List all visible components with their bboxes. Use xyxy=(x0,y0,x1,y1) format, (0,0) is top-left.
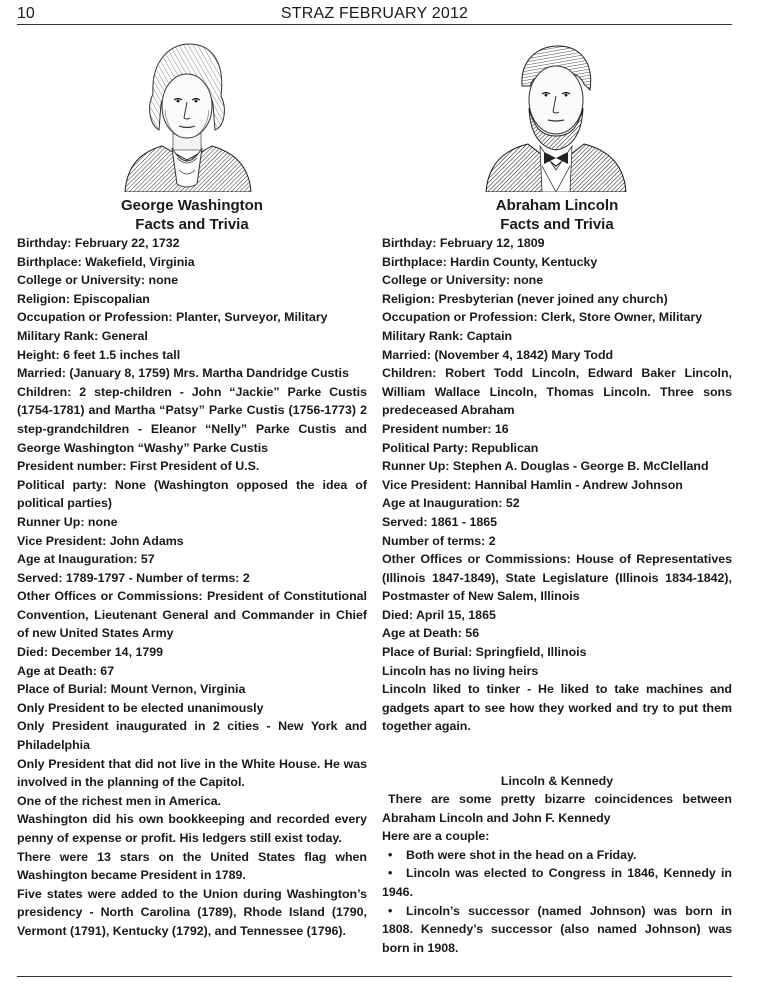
fact-item: Washington did his own bookkeeping and recorded every penny of expense or profit. His ledgers still exist today. xyxy=(17,812,367,845)
fact-item: Children: 2 step-children - John “Jackie” Parke Custis (1754-1781) and Martha “Patsy” Parke Custis (1756-1773) 2 step-grandchildren - Eleanor “Nelly” Parke Custis and George Washington “Washy” Parke Custis xyxy=(17,384,367,455)
lincoln-title-name: Abraham Lincoln xyxy=(495,197,619,214)
fact-item: Vice President: John Adams xyxy=(17,533,184,548)
publication-title: STRAZ FEBRUARY 2012 xyxy=(280,5,469,22)
abraham-lincoln-portrait-icon xyxy=(482,36,630,192)
lincoln-title xyxy=(382,196,732,234)
fact-item: Died: December 14, 1799 xyxy=(17,645,164,660)
fact-item: President number: 16 xyxy=(382,421,509,436)
george-washington-portrait-icon xyxy=(117,34,257,192)
bullet-icon: • xyxy=(388,903,393,918)
fact-item: Religion: Episcopalian xyxy=(17,291,150,306)
fact-item: Runner Up: none xyxy=(17,514,118,529)
fact-item: Political party: None (Washington opposed the idea of political parties) xyxy=(17,477,367,511)
footer-divider xyxy=(17,976,732,977)
washington-title-name: George Washington xyxy=(121,197,263,214)
coincidence-item xyxy=(382,846,732,865)
page-number: 10 xyxy=(17,5,35,22)
fact-item: Military Rank: General xyxy=(17,328,148,343)
fact-item: Served: 1789-1797 - Number of terms: 2 xyxy=(17,570,250,585)
fact-item: Age at Death: 56 xyxy=(382,626,480,641)
fact-item: Place of Burial: Mount Vernon, Virginia xyxy=(17,682,246,697)
coincidence-text: Lincoln’s successor (named Johnson) was born in 1808. Kennedy’s successor (also named Johnson) was born in 1908. xyxy=(382,903,732,955)
fact-item: Age at Death: 67 xyxy=(17,663,115,678)
fact-item: Height: 6 feet 1.5 inches tall xyxy=(17,347,181,362)
washington-title xyxy=(17,196,367,234)
fact-item: Birthplace: Hardin County, Kentucky xyxy=(382,254,598,269)
fact-item: Political Party: Republican xyxy=(382,440,539,455)
fact-item: Other Offices or Commissions: House of Representatives (Illinois 1847-1849), State Legislature (Illinois 1834-1842), Postmaster of New Salem, Illinois xyxy=(382,552,732,604)
bullet-icon: • xyxy=(388,866,393,881)
page-header xyxy=(17,4,732,24)
fact-item: Other Offices or Commissions: President of Constitutional Convention, Lieutenant General and Commander in Chief of new United States Army xyxy=(17,589,367,641)
fact-item: Occupation or Profession: Planter, Surveyor, Military xyxy=(17,310,328,325)
fact-item: College or University: none xyxy=(382,273,544,288)
coincidence-item xyxy=(382,902,732,958)
lincoln-facts-list xyxy=(382,234,732,736)
header-divider xyxy=(17,24,732,25)
lincoln-kennedy-body xyxy=(382,790,732,957)
fact-item: Only President to be elected unanimously xyxy=(17,700,264,715)
coincidence-item xyxy=(382,864,732,901)
fact-item: Served: 1861 - 1865 xyxy=(382,514,498,529)
fact-item: Birthday: February 22, 1732 xyxy=(17,236,180,250)
fact-item: Runner Up: Stephen A. Douglas - George B. McClelland xyxy=(382,459,709,474)
fact-item: Only President that did not live in the White House. He was involved in the planning of the Capitol. xyxy=(17,756,367,790)
fact-item: President number: First President of U.S. xyxy=(17,459,260,474)
lincoln-kennedy-intro: There are some pretty bizarre coincidences between Abraham Lincoln and John F. Kennedy xyxy=(382,792,732,825)
fact-item: Age at Inauguration: 52 xyxy=(382,496,520,511)
lincoln-title-subtitle: Facts and Trivia xyxy=(500,216,614,233)
fact-item: Occupation or Profession: Clerk, Store Owner, Military xyxy=(382,310,703,325)
fact-item: There were 13 stars on the United States flag when Washington became President in 1789. xyxy=(17,849,367,883)
fact-item: Five states were added to the Union during Washington’s presidency - North Carolina (1789), Rhode Island (1790, Vermont (1791), Kentucky (1792), and Tennessee (1796). xyxy=(17,886,367,938)
washington-facts-list xyxy=(17,234,367,941)
fact-item: Children: Robert Todd Lincoln, Edward Baker Lincoln, William Wallace Lincoln, Thomas Lincoln. Three sons predeceased Abraham xyxy=(382,366,732,418)
fact-item: College or University: none xyxy=(17,273,179,288)
bullet-icon: • xyxy=(388,847,393,862)
lincoln-kennedy-lead: Here are a couple: xyxy=(382,829,490,844)
coincidence-text: Both were shot in the head on a Friday. xyxy=(406,847,637,862)
fact-item: Religion: Presbyterian (never joined any church) xyxy=(382,291,668,306)
fact-item: Lincoln has no living heirs xyxy=(382,663,539,678)
fact-item: Only President inaugurated in 2 cities - New York and Philadelphia xyxy=(17,719,367,753)
fact-item: Number of terms: 2 xyxy=(382,533,496,548)
lincoln-kennedy-bullets xyxy=(382,846,732,958)
fact-item: Birthplace: Wakefield, Virginia xyxy=(17,254,195,269)
fact-item: Married: (November 4, 1842) Mary Todd xyxy=(382,347,614,362)
lincoln-kennedy-title: Lincoln & Kennedy xyxy=(500,774,614,788)
fact-item: Age at Inauguration: 57 xyxy=(17,552,155,567)
fact-item: One of the richest men in America. xyxy=(17,793,222,808)
washington-title-subtitle: Facts and Trivia xyxy=(135,216,249,233)
coincidence-text: Lincoln was elected to Congress in 1846, Kennedy in 1946. xyxy=(382,866,732,899)
fact-item: Married: (January 8, 1759) Mrs. Martha Dandridge Custis xyxy=(17,366,349,381)
fact-item: Military Rank: Captain xyxy=(382,328,513,343)
fact-item: Birthday: February 12, 1809 xyxy=(382,236,545,250)
fact-item: Place of Burial: Springfield, Illinois xyxy=(382,645,587,660)
fact-item: Died: April 15, 1865 xyxy=(382,607,496,622)
fact-item: Vice President: Hannibal Hamlin - Andrew Johnson xyxy=(382,477,683,492)
fact-item: Lincoln liked to tinker - He liked to take machines and gadgets apart to see how they worked and try to put them together again. xyxy=(382,682,732,734)
